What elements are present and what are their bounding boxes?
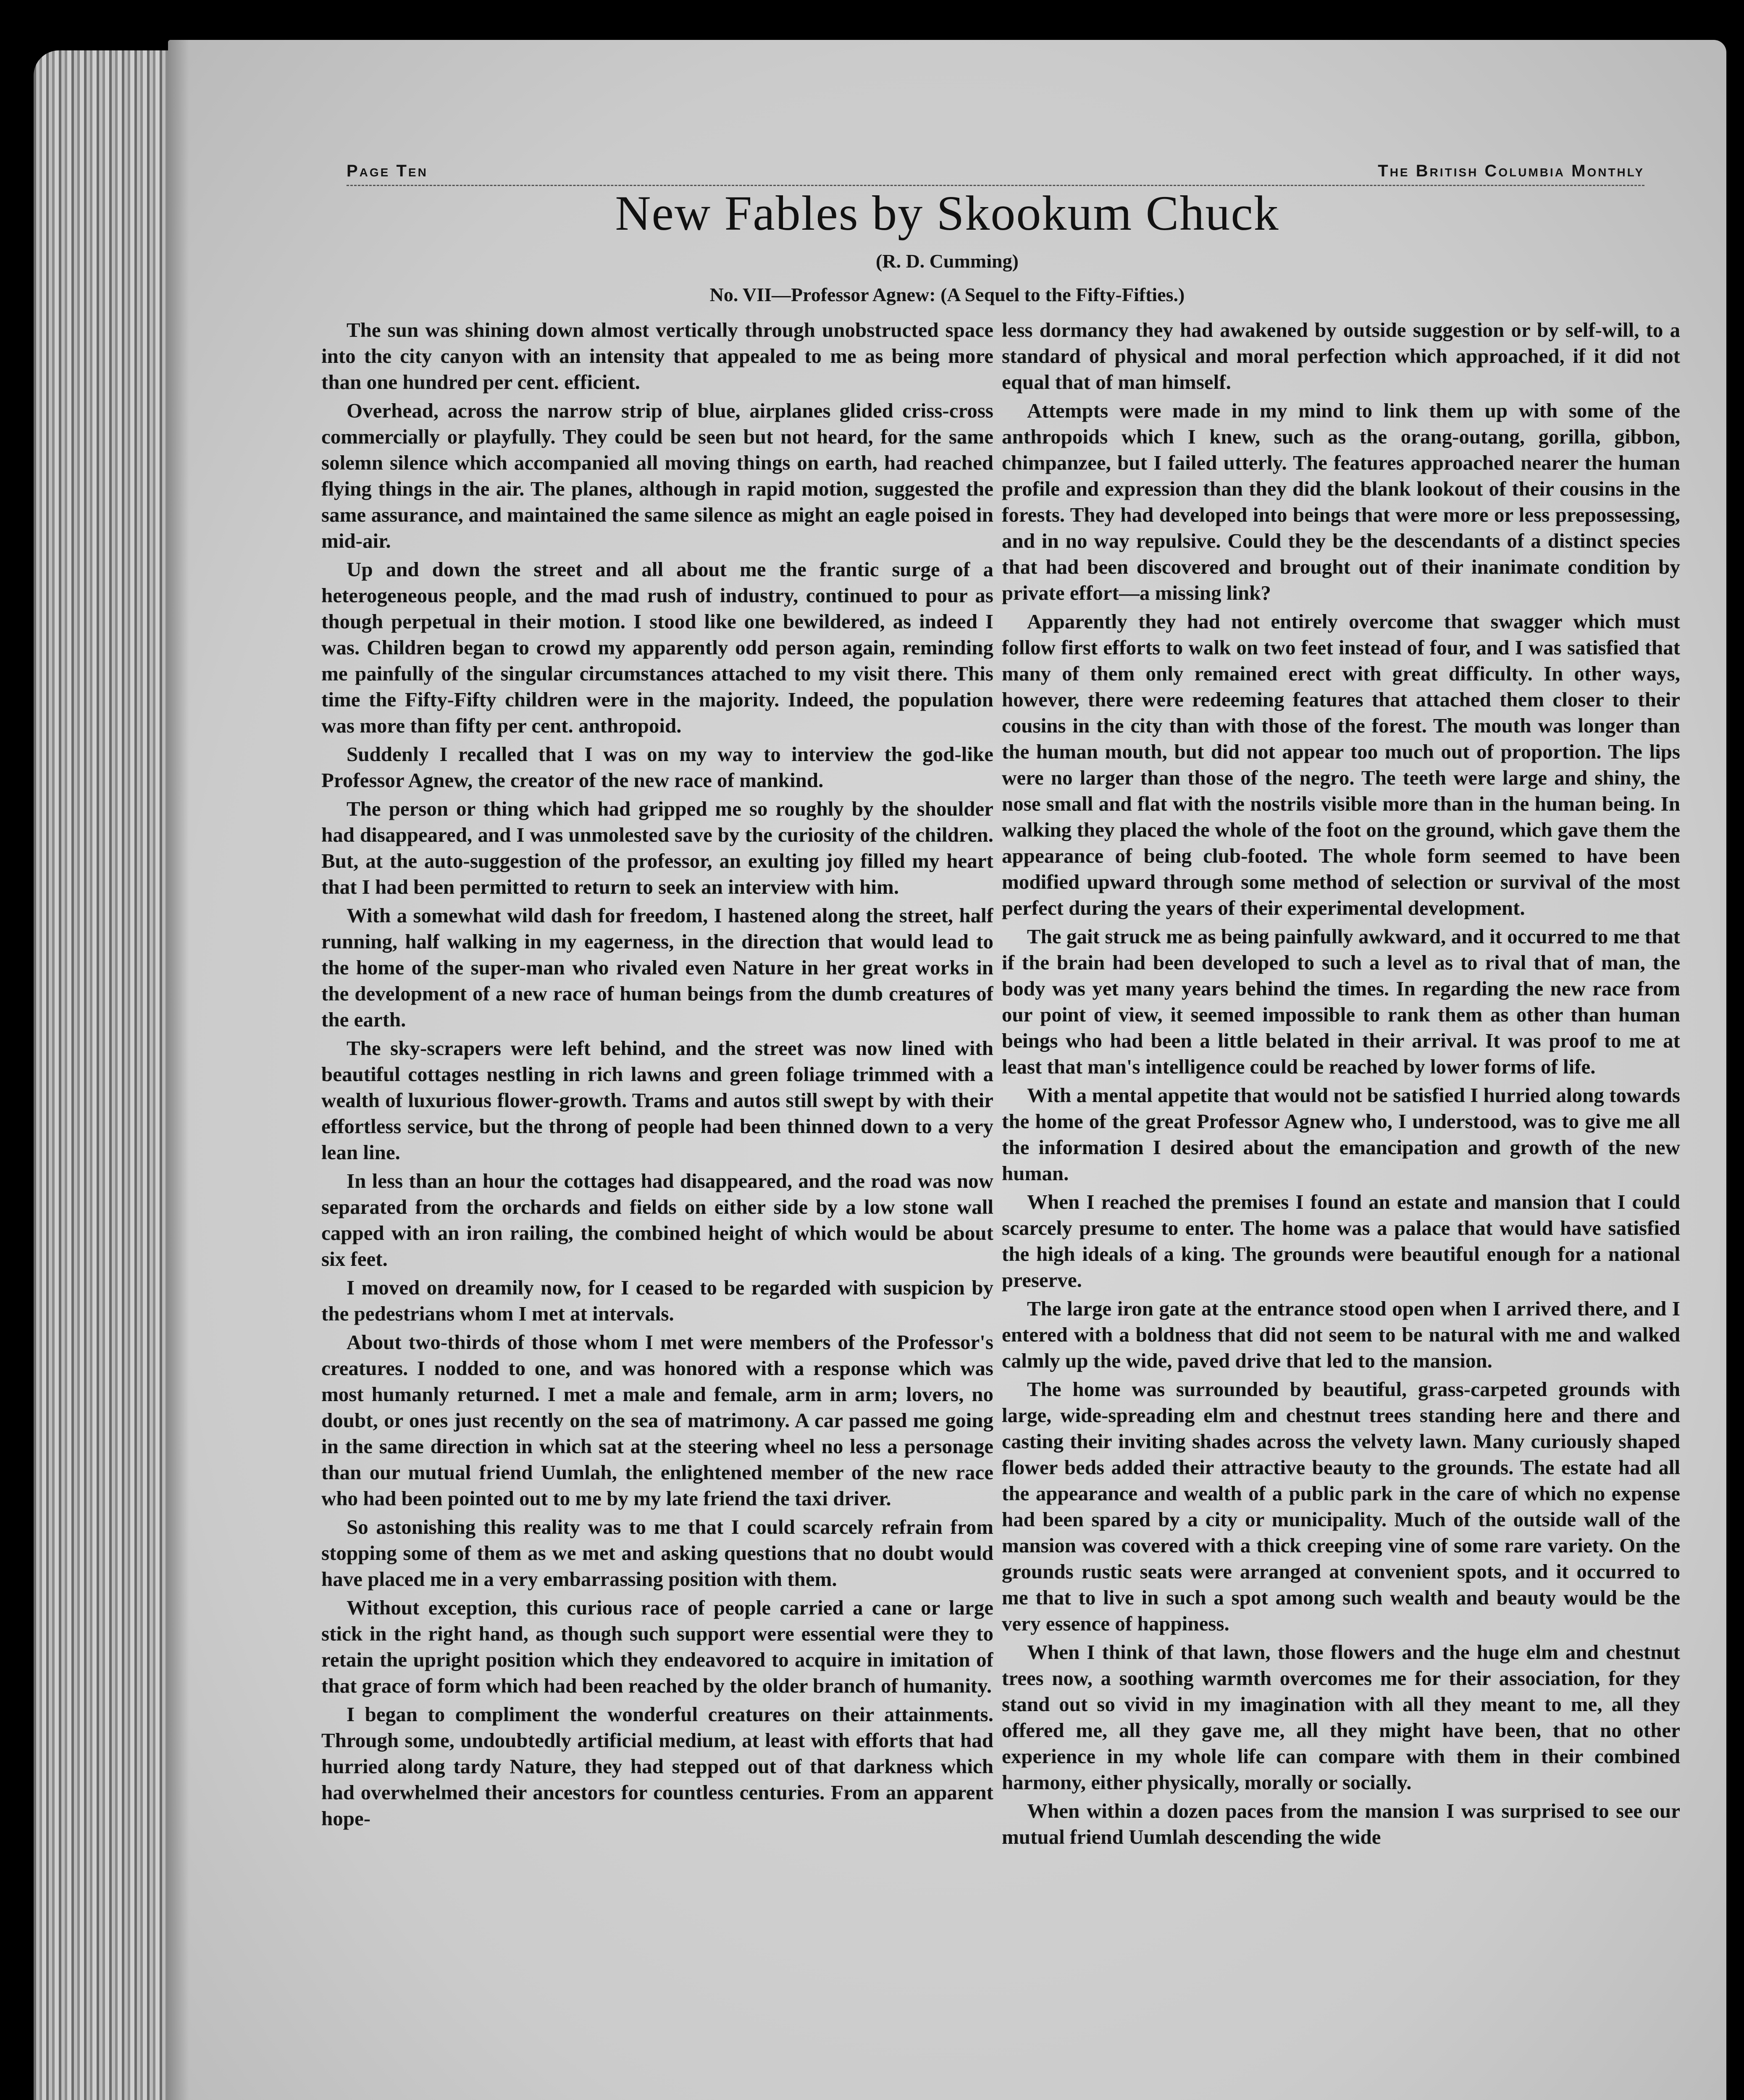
paragraph: When I reached the premises I found an estate and mansion that I could scarcely presume to enter. The home was a palace that would have satisfied the high ideals of a king. The grounds were beautiful enough for a national preserve. bbox=[1002, 1190, 1680, 1292]
paragraph: The sky-scrapers were left behind, and the street was now lined with beautiful cottages nestling in rich lawns and green foliage trimmed with a wealth of luxurious flower-growth. Trams and autos still swept by with their effortless service, but the throng of people had been thinned down to a very lean line. bbox=[321, 1037, 993, 1164]
article-subtitle: No. VII—Professor Agnew: (A Sequel to the Fifty-Fifties.) bbox=[709, 284, 1185, 305]
paragraph: The sun was shining down almost vertically through unobstructed space into the city canyon with an intensity that appealed to me as being more than one hundred per cent. efficient. bbox=[321, 318, 993, 394]
paragraph: The home was surrounded by beautiful, grass-carpeted grounds with large, wide-spreading elm and chestnut trees standing here and there and casting their inviting shades across the velvety lawn. Many curiously shaped flower beds added their attractive beauty to the grounds. The estate had all the appearance and wealth of a public park in the care of which no expense had been spared by a city or municipality. Much of the outside wall of the mansion was covered with a thick creeping vine of some rare variety. On the grounds rustic seats were arranged at convenient spots, and it occurred to me that to live in such a spot among such wealth and beauty would be the very essence of happiness. bbox=[1002, 1378, 1680, 1635]
paragraph: Without exception, this curious race of people carried a cane or large stick in the right hand, as though such support were essential were they to retain the upright position which they endeavored to acquire in imitation of that grace of form which had been reached by the older branch of humanity. bbox=[321, 1596, 993, 1697]
paragraph: When I think of that lawn, those flowers and the huge elm and chestnut trees now, a soothing warmth overcomes me for their association, for they stand out so vivid in my imagination with all they meant to me, all they offered me, all they gave me, all they might have been, that no other experience in my whole life can compare with them in their combined harmony, either physically, morally or socially. bbox=[1002, 1641, 1680, 1794]
paragraph: Overhead, across the narrow strip of blue, airplanes glided criss-cross commercially or playfully. They could be seen but not heard, for the same solemn silence which accompanied all moving things on earth, had reached flying things in the air. The planes, although in rapid motion, suggested the same assurance, and maintained the same silence as might an eagle poised in mid-air. bbox=[321, 399, 993, 552]
paragraph: Apparently they had not entirely overcome that swagger which must follow first efforts to walk on two feet instead of four, and I was satisfied that many of them only remained erect with great difficulty. In other ways, however, there were redeeming features that attached them closer to their cousins in the city than with those of the forest. The mouth was longer than the human mouth, but did not appear too much out of proportion. The lips were no larger than those of the negro. The teeth were large and shiny, the nose small and flat with the nostrils visible more than in the human being. In walking they placed the whole of the foot on the ground, which gave them the appearance of being club-footed. The whole form seemed to have been modified upward through some method of selection or survival of the most perfect during the years of their experimental development. bbox=[1002, 610, 1680, 919]
article-byline: (R. D. Cumming) bbox=[876, 250, 1019, 272]
paragraph: About two-thirds of those whom I met were members of the Professor's creatures. I nodded to one, and was honored with a response which was most humanly returned. I met a male and female, arm in arm; lovers, no doubt, or ones just recently on the sea of matrimony. A car passed me going in the same direction in which sat at the steering wheel no less a personage than our mutual friend Uumlah, the enlightened member of the new race who had been pointed out to me by my late friend the taxi driver. bbox=[321, 1331, 993, 1510]
right-column bbox=[1002, 317, 1680, 2100]
paragraph: The person or thing which had gripped me so roughly by the shoulder had disappeared, and I was unmolested save by the curiosity of the children. But, at the auto-suggestion of the professor, an exulting joy filled my heart that I had been permitted to return to seek an interview with him. bbox=[321, 797, 993, 898]
paragraph: In less than an hour the cottages had disappeared, and the road was now separated from the orchards and fields on either side by a low stone wall capped with an iron railing, the combined height of which would be about six feet. bbox=[321, 1169, 993, 1270]
paragraph: Attempts were made in my mind to link them up with some of the anthropoids which I knew, such as the orang-outang, gorilla, gibbon, chimpanzee, but I failed utterly. The features approached nearer the human profile and expression than they did the blank lookout of their cousins in the forests. They had developed into beings that were more or less prepossessing, and in no way repulsive. Could they be the descendants of a distinct species that had been discovered and brought out of their inanimate condition by private effort—a missing link? bbox=[1002, 399, 1680, 604]
paragraph: Suddenly I recalled that I was on my way to interview the god-like Professor Agnew, the creator of the new race of mankind. bbox=[321, 743, 993, 792]
paragraph: Up and down the street and all about me the frantic surge of a heterogeneous people, and the mad rush of industry, continued to pour as though perpetual in their motion. I stood like one bewildered, as indeed I was. Children began to crowd my apparently odd person again, reminding me painfully of the singular circumstances attached to my visit there. This time the Fifty-Fifty children were in the majority. Indeed, the population was more than fifty per cent. anthropoid. bbox=[321, 558, 993, 737]
book-page-edges bbox=[34, 50, 172, 2100]
gutter-shadow bbox=[168, 40, 189, 2100]
paragraph: So astonishing this reality was to me that I could scarcely refrain from stopping some of them as we met and asking questions that no doubt would have placed me in a very embarrassing position with them. bbox=[321, 1515, 993, 1591]
paragraph: When within a dozen paces from the mansion I was surprised to see our mutual friend Uumlah descending the wide bbox=[1002, 1799, 1680, 1848]
paragraph: The large iron gate at the entrance stood open when I arrived there, and I entered with a boldness that did not seem to be natural with me and walked calmly up the wide, paved drive that led to the mansion. bbox=[1002, 1297, 1680, 1372]
paragraph: With a mental appetite that would not be satisfied I hurried along towards the home of the great Professor Agnew who, I understood, was to give me all the information I desired about the emancipation and growth of the new human. bbox=[1002, 1084, 1680, 1185]
page-label: Page Ten bbox=[347, 162, 428, 180]
article-title: New Fables by Skookum Chuck bbox=[615, 186, 1279, 241]
paragraph-continued: less dormancy they had awakened by outside suggestion or by self-will, to a standard of physical and moral perfection which approached, if it did not equal that of man himself. bbox=[1002, 318, 1680, 394]
paragraph: With a somewhat wild dash for freedom, I hastened along the street, half running, half walking in my eagerness, in the direction that would lead to the home of the super-man who rivaled even Nature in her great works in the development of a new race of human beings from the dumb creatures of the earth. bbox=[321, 904, 993, 1031]
paragraph: The gait struck me as being painfully awkward, and it occurred to me that if the brain had been developed to such a level as to rival that of man, the body was yet many years behind the times. In regarding the new race from our point of view, it seemed impossible to rank them as other than human beings who had been a little belated in their arrival. It was proof to me at least that man's intelligence could be reached by lower forms of life. bbox=[1002, 925, 1680, 1078]
paragraph: I moved on dreamily now, for I ceased to be regarded with suspicion by the pedestrians whom I met at intervals. bbox=[321, 1276, 993, 1325]
left-column bbox=[321, 317, 993, 2100]
magazine-page bbox=[168, 40, 1726, 2100]
paragraph: I began to compliment the wonderful creatures on their attainments. Through some, undoubtedly artificial medium, at least with efforts that had hurried along tardy Nature, they had stepped out of that darkness which had overwhelmed their ancestors for countless centuries. From an apparent hope- bbox=[321, 1703, 993, 1830]
publication-name: The British Columbia Monthly bbox=[1378, 162, 1644, 180]
